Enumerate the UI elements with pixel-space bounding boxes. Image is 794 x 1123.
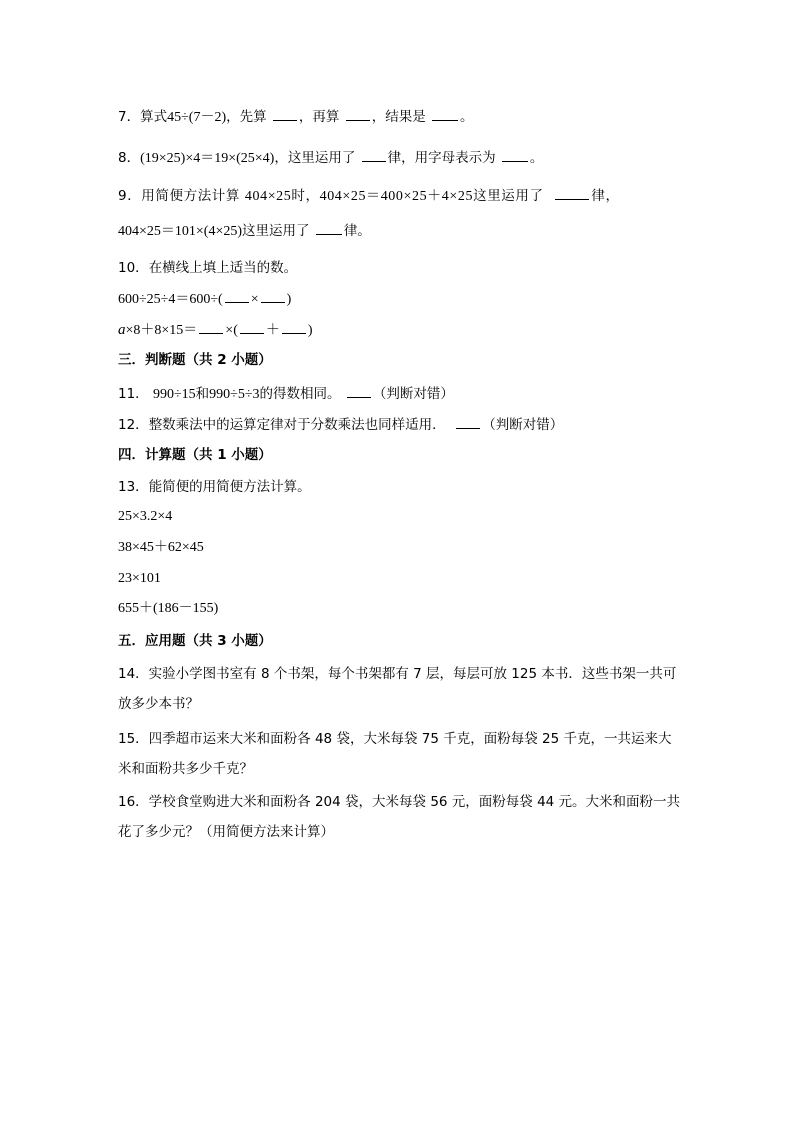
math-operator: ): [286, 292, 292, 307]
question-text: 算式: [140, 109, 168, 125]
question-16-continued: 花了多少元？（用简便方法来计算）: [118, 824, 334, 840]
question-14: 14．实验小学图书室有 8 个书架，每个书架都有 7 层，每层可放 125 本书．这些书架一共可: [118, 666, 677, 682]
question-text: 。: [529, 150, 544, 166]
calc-item: 25×3.2×4: [118, 509, 173, 524]
calc-item: 23×101: [118, 571, 161, 586]
question-text: 时，: [291, 188, 320, 204]
question-text: ，结果是: [371, 109, 430, 125]
math-expression: 990÷5÷3: [209, 387, 260, 402]
question-15-continued: 米和面粉共多少千克？: [118, 761, 253, 777]
math-expression: 404×25＝101×(4×25): [118, 224, 243, 239]
question-text: 这里运用了: [242, 223, 314, 239]
answer-blank[interactable]: [316, 220, 342, 235]
question-text: （判断对错）: [372, 386, 454, 402]
answer-blank[interactable]: [199, 319, 223, 334]
answer-blank[interactable]: [362, 147, 386, 162]
question-text: 律，: [591, 188, 620, 204]
math-expression: 990÷15: [152, 387, 196, 402]
question-text: 用简便方法计算: [141, 188, 245, 204]
answer-blank[interactable]: [432, 106, 458, 121]
question-9: [118, 185, 684, 207]
question-text: 和: [195, 386, 210, 402]
answer-blank[interactable]: [502, 147, 528, 162]
question-10: [118, 258, 684, 278]
question-text: 能简便的用简便方法计算。: [148, 479, 311, 495]
math-operator: ): [307, 323, 313, 338]
question-text: 律，用字母表示为: [387, 150, 500, 166]
math-variable: a: [118, 322, 126, 338]
question-10-line-2: [118, 319, 684, 341]
math-operator: ×(: [225, 323, 238, 338]
question-text: 的得数相同。: [259, 386, 341, 402]
answer-blank[interactable]: [282, 319, 306, 334]
question-number: 8．: [118, 150, 141, 166]
question-text: 这里运用了: [473, 188, 544, 204]
question-9-continued: [118, 220, 684, 242]
question-text: 。: [460, 109, 474, 125]
question-number: 11．: [118, 386, 149, 402]
math-expression: 404×25＝400×25＋4×25: [319, 189, 474, 204]
answer-blank[interactable]: [555, 185, 589, 200]
question-15: 15．四季超市运来大米和面粉各 48 袋，大米每袋 75 千克，面粉每袋 25 千克，一共运来大: [118, 731, 672, 747]
math-expression: 404×25: [244, 189, 292, 204]
question-text: （判断对错）: [482, 417, 564, 433]
answer-blank[interactable]: [456, 414, 480, 429]
question-7: [118, 106, 684, 128]
question-11: [118, 383, 684, 405]
question-text: ，先算: [226, 109, 271, 125]
question-16: 16．学校食堂购进大米和面粉各 204 袋，大米每袋 56 元，面粉每袋 44 元。大米和面粉一共: [118, 794, 681, 810]
question-13: [118, 477, 684, 497]
question-12: [118, 414, 684, 435]
question-text: 整数乘法中的运算定律对于分数乘法也同样适用．: [148, 417, 446, 433]
question-text: ，这里运用了: [274, 150, 360, 166]
answer-blank[interactable]: [347, 383, 371, 398]
calc-item: 38×45＋62×45: [118, 540, 204, 555]
math-expression: (19×25)×4＝19×(25×4): [140, 151, 275, 166]
section-heading: 三．判断题（共 2 小题）: [118, 352, 272, 368]
question-8: [118, 147, 684, 169]
question-10-line-1: [118, 288, 684, 310]
calc-item: 655＋(186－155): [118, 601, 219, 616]
question-number: 7．: [118, 109, 141, 125]
answer-blank[interactable]: [273, 106, 297, 121]
math-expression: ×8＋8×15＝: [125, 323, 198, 338]
math-operator: ×: [250, 292, 259, 307]
answer-blank[interactable]: [261, 288, 285, 303]
question-number: 10．: [118, 260, 149, 276]
math-operator: ＋: [265, 323, 280, 338]
question-text: 律。: [343, 223, 371, 239]
question-text: 在横线上填上适当的数。: [148, 260, 298, 276]
question-text: ，再算: [298, 109, 344, 125]
question-number: 13．: [118, 479, 149, 495]
question-14-continued: 放多少本书？: [118, 696, 199, 712]
question-number: 12．: [118, 417, 149, 433]
math-expression: 45÷(7－2): [167, 110, 227, 125]
section-heading: 五．应用题（共 3 小题）: [118, 633, 272, 649]
section-heading: 四．计算题（共 1 小题）: [118, 447, 272, 463]
question-number: 9．: [118, 188, 142, 204]
math-expression: 600÷25÷4＝600÷(: [118, 292, 223, 307]
answer-blank[interactable]: [240, 319, 264, 334]
answer-blank[interactable]: [346, 106, 370, 121]
answer-blank[interactable]: [225, 288, 249, 303]
